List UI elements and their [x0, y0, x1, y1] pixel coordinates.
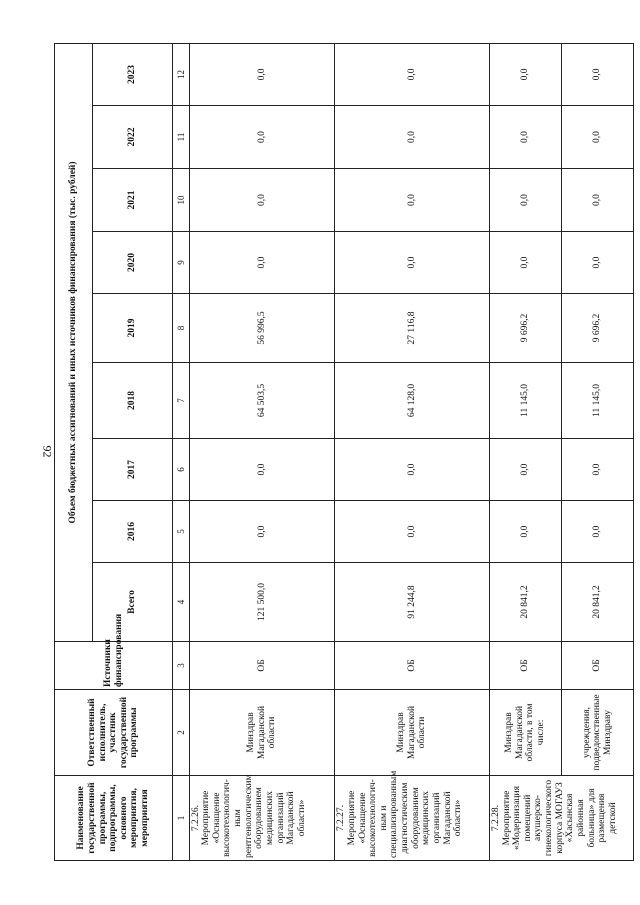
responsible-cell: Минздрав Магаданской области — [189, 690, 335, 776]
table-row — [189, 43, 335, 860]
header-name: Наименование государственной программы, подпрограммы, основного мероприятия, мероприятия — [55, 776, 173, 861]
column-number: 5 — [173, 501, 190, 563]
source-cell: ОБ — [335, 642, 490, 690]
header-year: 2022 — [93, 106, 173, 169]
activity-name: 7.2.28. Мероприятие «Модернизация помещений акушерско-гинекологического корпуса МОГАУЗ «Хасынская районная больница» для размещения детской — [489, 776, 633, 861]
value-cell: 27 116,8 — [335, 294, 490, 363]
value-cell: 0,0 — [335, 106, 490, 169]
responsible-cell: учреждения, подведомственные Минздраву — [561, 690, 633, 776]
value-cell: 0,0 — [189, 501, 335, 563]
value-cell: 0,0 — [335, 169, 490, 232]
column-number: 11 — [173, 106, 190, 169]
total-cell: 121 500,0 — [189, 563, 335, 642]
value-cell: 0,0 — [335, 43, 490, 105]
header-funding-group: Объем бюджетных ассигнований и иных источников финансирования (тыс. рублей) — [55, 43, 93, 641]
value-cell: 0,0 — [561, 106, 633, 169]
value-cell: 9 696,2 — [489, 294, 561, 363]
value-cell: 0,0 — [489, 439, 561, 501]
column-number: 12 — [173, 43, 190, 105]
value-cell: 0,0 — [561, 439, 633, 501]
column-number: 6 — [173, 439, 190, 501]
column-number: 9 — [173, 232, 190, 294]
value-cell: 64 128,0 — [335, 363, 490, 439]
value-cell: 0,0 — [189, 43, 335, 105]
value-cell: 64 503,5 — [189, 363, 335, 439]
header-source: Источники финансирования — [55, 642, 173, 690]
value-cell: 0,0 — [561, 169, 633, 232]
column-number: 7 — [173, 363, 190, 439]
funding-table — [54, 43, 634, 861]
column-number: 8 — [173, 294, 190, 363]
rotated-table-wrapper — [54, 44, 634, 861]
header-year: 2023 — [93, 43, 173, 105]
total-cell: 20 841,2 — [561, 563, 633, 642]
value-cell: 0,0 — [561, 501, 633, 563]
value-cell: 0,0 — [189, 169, 335, 232]
value-cell: 0,0 — [189, 232, 335, 294]
value-cell: 0,0 — [489, 501, 561, 563]
column-number: 2 — [173, 690, 190, 776]
value-cell: 0,0 — [189, 439, 335, 501]
activity-name: 7.2.27. Мероприятие «Оснащение высокотехнологич-ным и специализированным диагностическим оборудованием медицинских организаций Магаданской области» — [335, 776, 490, 861]
column-number: 1 — [173, 776, 190, 861]
value-cell: 0,0 — [335, 232, 490, 294]
responsible-cell: Минздрав Магаданской области, в том числе: — [489, 690, 561, 776]
value-cell: 0,0 — [189, 106, 335, 169]
header-year: 2018 — [93, 363, 173, 439]
header-year: 2020 — [93, 232, 173, 294]
column-number: 3 — [173, 642, 190, 690]
page-number: 92 — [40, 445, 55, 458]
column-number-row — [173, 43, 190, 860]
value-cell: 0,0 — [335, 501, 490, 563]
value-cell: 0,0 — [489, 43, 561, 105]
column-number: 4 — [173, 563, 190, 642]
responsible-cell: Минздрав Магаданской области — [335, 690, 490, 776]
value-cell: 56 996,5 — [189, 294, 335, 363]
table-row — [489, 43, 561, 860]
header-total: Всего — [93, 563, 173, 642]
header-responsible: Ответственный исполнитель, участник государственной программы — [55, 690, 173, 776]
header-year: 2016 — [93, 501, 173, 563]
value-cell: 0,0 — [489, 106, 561, 169]
value-cell: 11 145,0 — [561, 363, 633, 439]
table-row — [335, 43, 490, 860]
source-cell: ОБ — [189, 642, 335, 690]
total-cell: 91 244,8 — [335, 563, 490, 642]
header-year: 2021 — [93, 169, 173, 232]
value-cell: 11 145,0 — [489, 363, 561, 439]
value-cell: 0,0 — [489, 232, 561, 294]
activity-name: 7.2.26. Мероприятие «Оснащение высокотехнологич-ным рентгенологическим оборудованием медицинских организаций Магаданской области» — [189, 776, 335, 861]
value-cell: 0,0 — [561, 232, 633, 294]
header-year: 2019 — [93, 294, 173, 363]
value-cell: 0,0 — [335, 439, 490, 501]
value-cell: 0,0 — [489, 169, 561, 232]
value-cell: 0,0 — [561, 43, 633, 105]
total-cell: 20 841,2 — [489, 563, 561, 642]
column-number: 10 — [173, 169, 190, 232]
table-sub-row — [561, 43, 633, 860]
value-cell: 9 696,2 — [561, 294, 633, 363]
source-cell: ОБ — [561, 642, 633, 690]
source-cell: ОБ — [489, 642, 561, 690]
header-year: 2017 — [93, 439, 173, 501]
